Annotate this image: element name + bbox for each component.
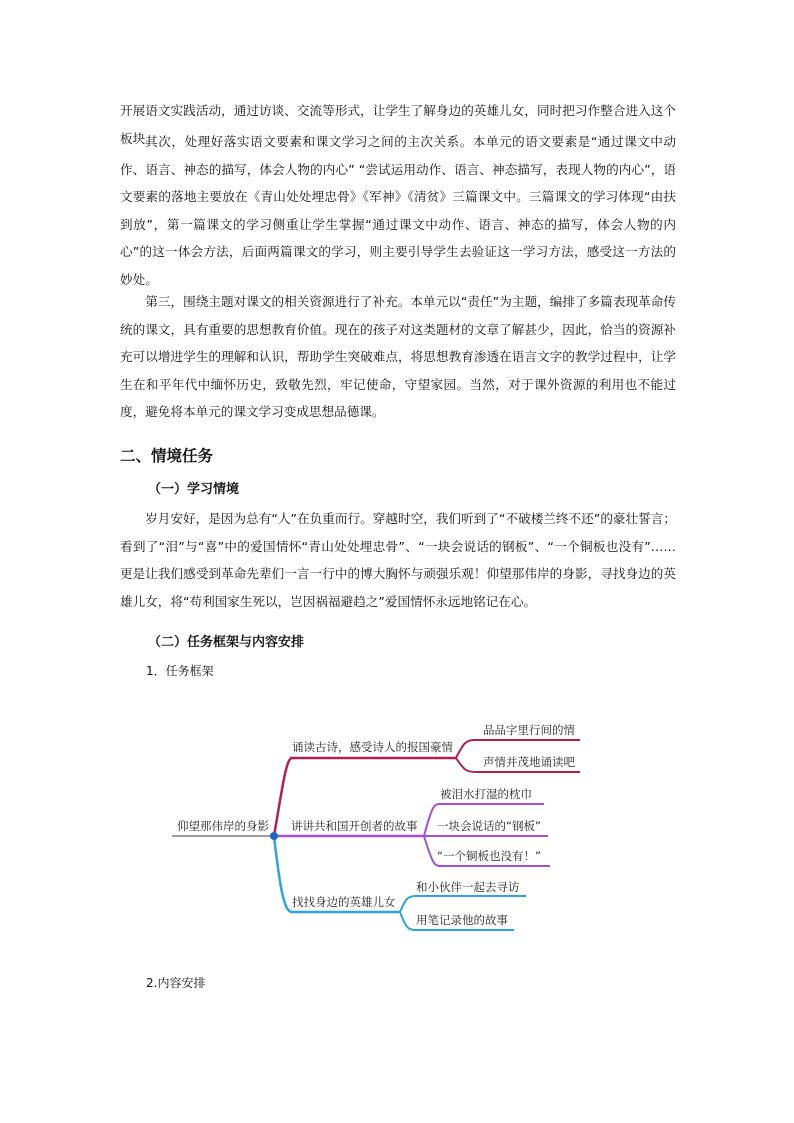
child-label-2-1: 被泪水打湿的枕巾 <box>440 787 532 801</box>
item-task-framework: 1．任务框架 <box>146 664 214 678</box>
branch-connector-3 <box>274 836 292 912</box>
branch-label-2: 讲讲共和国开创者的故事 <box>291 819 418 833</box>
child-label-1-2: 声情并茂地诵读吧 <box>483 755 575 769</box>
mindmap-root: 仰望那伟岸的身影 <box>177 819 269 833</box>
branch-connector-1 <box>274 758 292 836</box>
child-label-2-3: “一个铜板也没有！” <box>437 849 541 863</box>
item-content-arrangement: 2.内容安排 <box>146 976 206 990</box>
child-label-2-2: 一块会说话的“钢板” <box>437 819 541 833</box>
child-connector-3-1 <box>400 896 416 912</box>
child-label-3-1: 和小伙伴一起去寻访 <box>416 880 520 894</box>
mindmap-root-node <box>270 832 278 840</box>
child-label-3-2: 用笔记录他的故事 <box>416 913 508 927</box>
subheading-task-framework: （二）任务框架与内容安排 <box>148 635 305 650</box>
paragraph-learning-situation: 岁月安好，是因为总有“人”在负重而行。穿越时空，我们听到了“不破楼兰终不还”的豪壮誓言；看到了“泪”与“喜”中的爱国情怀“青山处处埋忠骨”、“一块会说话的钢板”、“一个铜板也没有”……更是让我们感受到革命先辈们一言一行中的博大胸怀与顽强乐观！仰望那伟岸的身影，寻找身边的英雄儿女，将“苟利国家生死以，岂因祸福避趋之”爱国情怀永远地铭记在心。 <box>120 511 676 609</box>
paragraph-third-point: 第三，围绕主题对课文的相关资源进行了补充。本单元以“责任”为主题，编排了多篇表现革命传统的课文，具有重要的思想教育价值。现在的孩子对这类题材的文章了解甚少，因此，恰当的资源补充可以增进学生的理解和认识，帮助学生突破难点，将思想教育渗透在语言文字的教学过程中，让学生在和平年代中缅怀历史，致敬先烈，牢记使命，守望家园。当然，对于课外资源的利用也不能过度，避免将本单元的课文学习变成思想品德课。 <box>120 294 676 419</box>
paragraph-second-point: 其次，处理好落实语文要素和课文学习之间的主次关系。本单元的语文要素是“通过课文中动作、语言、神态的描写，体会人物的内心” “尝试运用动作、语言、神态描写，表现人物的内心”，语文要素的落地主要放在《青山处处埋忠骨》《军神》《清贫》三篇课文中。三篇课文的学习体现“由扶到放”，第一篇课文的学习侧重让学生掌握“通过课文中动作、语言、神态的描写，体会人物的内心”的这一体会方法，后面两篇课文的学习，则主要引导学生去验证这一学习方法，感受这一方法的妙处。 <box>120 134 676 287</box>
branch-label-1: 诵读古诗，感受诗人的报国豪情 <box>292 740 453 754</box>
subheading-learning-situation: （一）学习情境 <box>148 482 240 497</box>
paragraph-intro-continued: 开展语文实践活动，通过访谈、交流等形式，让学生了解身边的英雄儿女，同时把习作整合进入这个板块。 <box>120 103 676 146</box>
child-connector-1-2 <box>456 758 476 772</box>
branch-label-3: 找找身边的英雄儿女 <box>292 895 396 909</box>
child-connector-3-2 <box>400 912 416 930</box>
child-connector-1-1 <box>456 740 476 758</box>
section-heading-situational-task: 二、情境任务 <box>120 447 214 465</box>
child-label-1-1: 品品字里行间的情 <box>483 723 575 737</box>
